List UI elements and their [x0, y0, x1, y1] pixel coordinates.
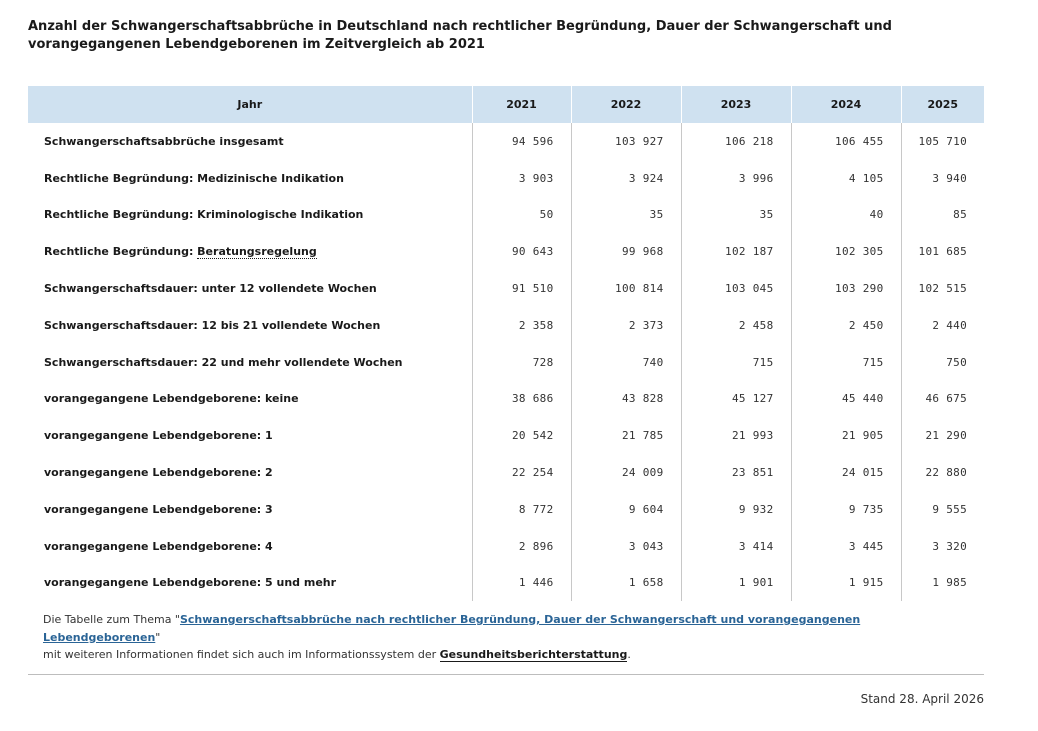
table-cell-value: 8 772 — [472, 491, 571, 528]
table-row — [28, 270, 984, 307]
table-cell-value: 103 927 — [571, 123, 681, 160]
row-label: Schwangerschaftsdauer: unter 12 vollendete Wochen — [44, 282, 377, 296]
gbe-link[interactable]: Gesundheitsberichterstattung — [439, 648, 628, 661]
table-cell-value: 35 — [571, 197, 681, 234]
table-row — [28, 197, 984, 234]
table-cell-value: 24 015 — [791, 454, 901, 491]
table-row — [28, 565, 984, 602]
table-cell-value: 715 — [681, 344, 791, 381]
table-cell-value: 46 675 — [901, 381, 984, 418]
page — [28, 18, 984, 706]
glossary-term[interactable]: Beratungsregelung — [197, 245, 317, 259]
table-title: Anzahl der Schwangerschaftsabbrüche in Deutschland nach rechtlicher Begründung, Dauer der Schwangerschaft und vorangegangenen Lebendgeborenen im Zeitvergleich ab 2021 — [28, 19, 892, 52]
header-year: 2024 — [791, 86, 901, 123]
header-year: 2023 — [681, 86, 791, 123]
table-cell-value: 50 — [472, 197, 571, 234]
table-cell-value: 45 127 — [681, 381, 791, 418]
table-cell-value: 101 685 — [901, 233, 984, 270]
table-cell-value: 750 — [901, 344, 984, 381]
header-year: 2022 — [571, 86, 681, 123]
table-cell-value: 4 105 — [791, 160, 901, 197]
table-cell-value: 9 735 — [791, 491, 901, 528]
row-label: vorangegangene Lebendgeborene: 2 — [44, 466, 273, 480]
table-cell-value: 99 968 — [571, 233, 681, 270]
table-cell-value: 728 — [472, 344, 571, 381]
table-cell-value: 38 686 — [472, 381, 571, 418]
row-label: vorangegangene Lebendgeborene: 4 — [44, 539, 273, 553]
table-row — [28, 307, 984, 344]
topic-link[interactable]: Schwangerschaftsabbrüche nach rechtlicher Begründung, Dauer der Schwangerschaft und vorangegangenen Lebendgeborenen — [43, 613, 861, 644]
table-cell-value: 1 915 — [791, 565, 901, 602]
table-cell-value: 3 940 — [901, 160, 984, 197]
table-row — [28, 454, 984, 491]
divider — [28, 674, 984, 675]
row-label: vorangegangene Lebendgeborene: 3 — [44, 502, 273, 516]
table-cell-value: 2 373 — [571, 307, 681, 344]
data-table — [28, 86, 984, 601]
table-row — [28, 160, 984, 197]
table-cell-value: 106 455 — [791, 123, 901, 160]
table-cell-value: 90 643 — [472, 233, 571, 270]
table-row — [28, 233, 984, 270]
table-row — [28, 344, 984, 381]
table-cell-value: 1 985 — [901, 565, 984, 602]
table-cell-value: 2 896 — [472, 528, 571, 565]
table-cell-value: 1 446 — [472, 565, 571, 602]
stand-date: Stand 28. April 2026 — [860, 692, 984, 706]
footnote-line2-suffix: . — [627, 648, 631, 661]
table-cell-value: 2 358 — [472, 307, 571, 344]
table-cell-value: 106 218 — [681, 123, 791, 160]
table-cell-value: 3 043 — [571, 528, 681, 565]
table-cell-value: 22 880 — [901, 454, 984, 491]
row-label: vorangegangene Lebendgeborene: keine — [44, 392, 299, 406]
row-label: Rechtliche Begründung: Kriminologische Indikation — [44, 208, 364, 222]
table-cell-value: 45 440 — [791, 381, 901, 418]
header-jahr: Jahr — [28, 86, 472, 123]
table-cell-value: 3 445 — [791, 528, 901, 565]
table-cell-value: 9 604 — [571, 491, 681, 528]
table-cell-value: 3 903 — [472, 160, 571, 197]
header-row — [28, 86, 984, 123]
table-row — [28, 381, 984, 418]
row-label: vorangegangene Lebendgeborene: 5 und mehr — [44, 576, 337, 590]
table-cell-value: 22 254 — [472, 454, 571, 491]
table-cell-value: 2 440 — [901, 307, 984, 344]
footnote-line2: mit weiteren Informationen findet sich auch im Informationssystem der — [43, 648, 440, 661]
table-cell-value: 1 901 — [681, 565, 791, 602]
table-cell-value: 3 320 — [901, 528, 984, 565]
table-cell-value: 21 290 — [901, 417, 984, 454]
table-cell-value: 21 993 — [681, 417, 791, 454]
table-cell-value: 3 924 — [571, 160, 681, 197]
table-cell-value: 94 596 — [472, 123, 571, 160]
row-label — [28, 233, 472, 270]
table-row — [28, 123, 984, 160]
table-cell-value: 43 828 — [571, 381, 681, 418]
row-label: vorangegangene Lebendgeborene: 1 — [44, 429, 273, 443]
footnote-suffix: " — [155, 630, 161, 644]
table-row — [28, 491, 984, 528]
table-row — [28, 417, 984, 454]
table-cell-value: 1 658 — [571, 565, 681, 602]
table-cell-value: 105 710 — [901, 123, 984, 160]
table-cell-value: 35 — [681, 197, 791, 234]
table-cell-value: 100 814 — [571, 270, 681, 307]
header-year: 2021 — [472, 86, 571, 123]
table-cell-value: 2 450 — [791, 307, 901, 344]
row-label: Rechtliche Begründung: Medizinische Indikation — [44, 171, 344, 185]
table-cell-value: 102 305 — [791, 233, 901, 270]
table-cell-value: 91 510 — [472, 270, 571, 307]
table-row — [28, 528, 984, 565]
table-cell-value: 102 515 — [901, 270, 984, 307]
row-label: Schwangerschaftsdauer: 22 und mehr vollendete Wochen — [44, 355, 403, 369]
table-cell-value: 102 187 — [681, 233, 791, 270]
footnote-prefix: Die Tabelle zum Thema " — [43, 613, 180, 626]
row-label: Schwangerschaftsabbrüche insgesamt — [44, 134, 284, 148]
table-cell-value: 20 542 — [472, 417, 571, 454]
table-cell-value: 9 555 — [901, 491, 984, 528]
row-label-prefix: Rechtliche Begründung: — [44, 245, 198, 259]
table-cell-value: 85 — [901, 197, 984, 234]
table-cell-value: 23 851 — [681, 454, 791, 491]
table-cell-value: 715 — [791, 344, 901, 381]
table-cell-value: 21 785 — [571, 417, 681, 454]
table-cell-value: 40 — [791, 197, 901, 234]
footnote — [43, 611, 903, 664]
table-cell-value: 3 414 — [681, 528, 791, 565]
header-year: 2025 — [901, 86, 984, 123]
table-cell-value: 103 290 — [791, 270, 901, 307]
table-cell-value: 24 009 — [571, 454, 681, 491]
table-cell-value: 9 932 — [681, 491, 791, 528]
table-cell-value: 2 458 — [681, 307, 791, 344]
table-body — [28, 123, 984, 601]
table-cell-value: 21 905 — [791, 417, 901, 454]
table-cell-value: 103 045 — [681, 270, 791, 307]
row-label: Schwangerschaftsdauer: 12 bis 21 vollendete Wochen — [44, 318, 381, 332]
table-cell-value: 740 — [571, 344, 681, 381]
table-cell-value: 3 996 — [681, 160, 791, 197]
